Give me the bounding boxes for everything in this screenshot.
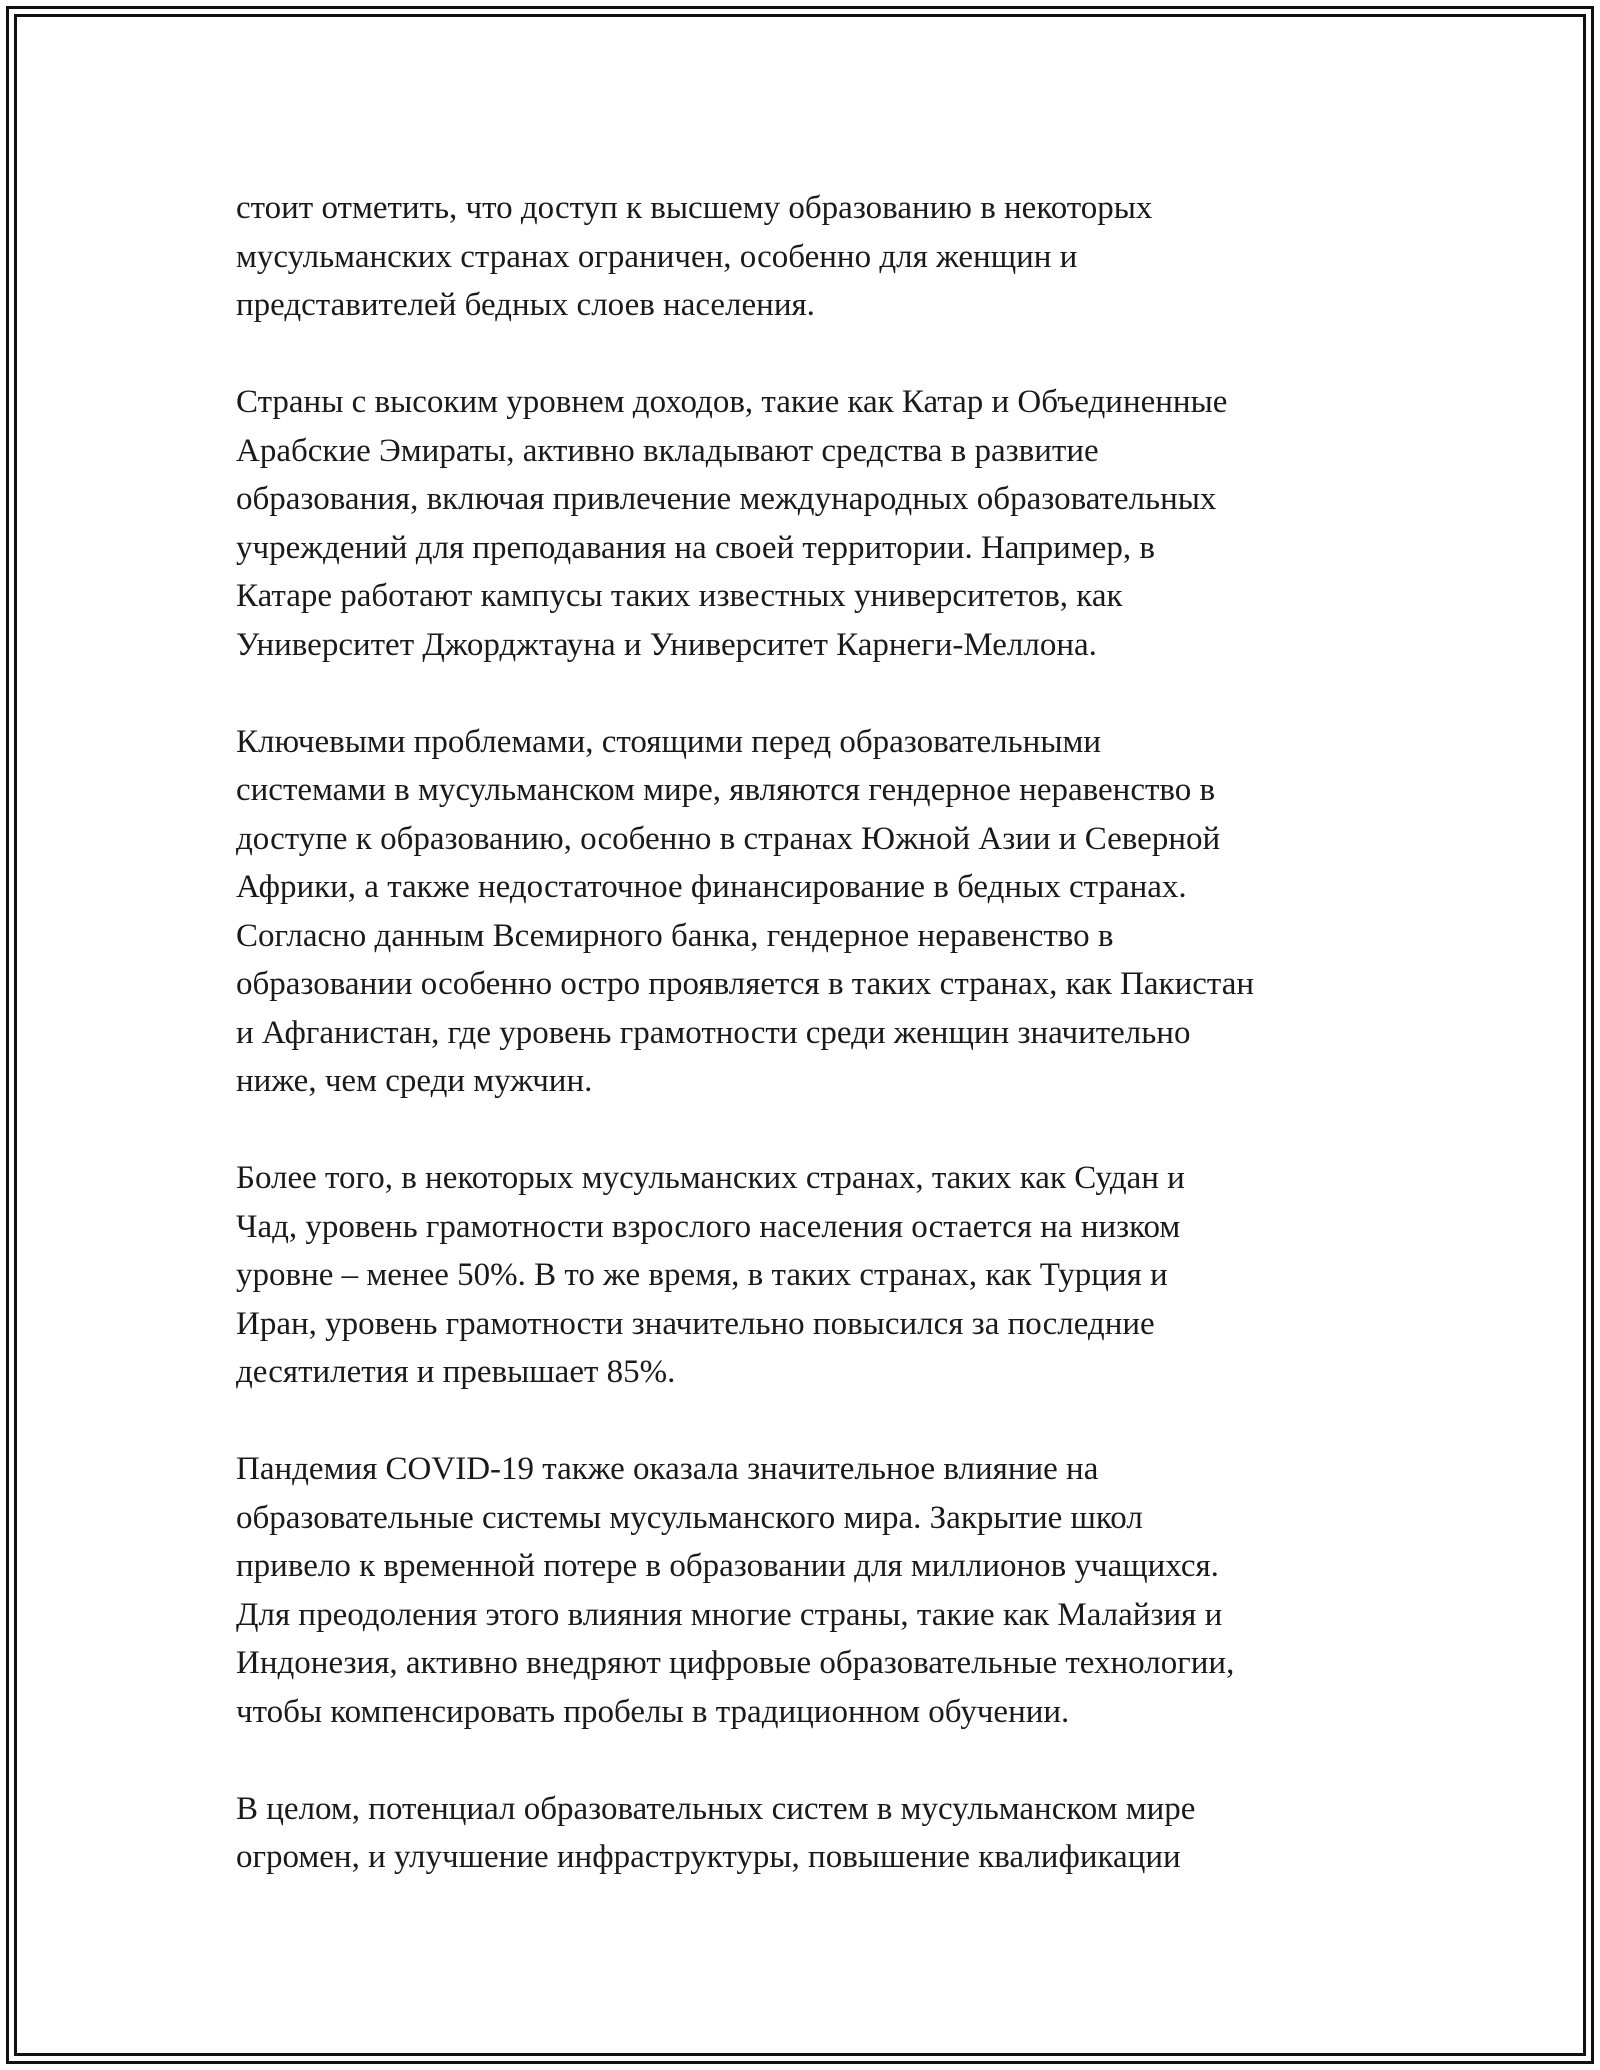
text-line: Арабские Эмираты, активно вкладывают средства в развитие <box>236 432 1099 469</box>
document-body <box>236 184 1408 1930</box>
text-line: мусульманских странах ограничен, особенно для женщин и <box>236 238 1078 275</box>
text-line: Согласно данным Всемирного банка, гендерное неравенство в <box>236 917 1114 954</box>
text-line: Чад, уровень грамотности взрослого населения остается на низком <box>236 1208 1181 1245</box>
text-line: уровне – менее 50%. В то же время, в таких странах, как Турция и <box>236 1257 1168 1293</box>
text-line: Ключевыми проблемами, стоящими перед образовательными <box>236 723 1102 760</box>
paragraph-high-income-countries <box>236 378 1408 669</box>
text-line: стоит отметить, что доступ к высшему образованию в некоторых <box>236 190 1153 226</box>
text-line: десятилетия и превышает 85%. <box>236 1354 676 1390</box>
paragraph-higher-education-access <box>236 184 1408 330</box>
text-line: и Афганистан, где уровень грамотности среди женщин значительно <box>236 1014 1191 1051</box>
text-line: Более того, в некоторых мусульманских странах, таких как Судан и <box>236 1160 1185 1196</box>
text-line: огромен, и улучшение инфраструктуры, повышение квалификации <box>236 1839 1181 1875</box>
paragraph-key-problems <box>236 718 1408 1106</box>
text-line: образования, включая привлечение международных образовательных <box>236 481 1217 517</box>
text-line: Для преодоления этого влияния многие страны, такие как Малайзия и <box>236 1596 1223 1633</box>
text-line: доступе к образованию, особенно в странах Южной Азии и Северной <box>236 820 1221 857</box>
text-line: Университет Джорджтауна и Университет Карнеги-Меллона. <box>236 626 1097 663</box>
text-line: представителей бедных слоев населения. <box>236 287 815 323</box>
text-line: привело к временной потере в образовании для миллионов учащихся. <box>236 1548 1219 1584</box>
paragraph-literacy-rates <box>236 1154 1408 1397</box>
text-line: Страны с высоким уровнем доходов, такие как Катар и Объединенные <box>236 384 1228 420</box>
text-line: образовательные системы мусульманского мира. Закрытие школ <box>236 1499 1143 1536</box>
text-line: чтобы компенсировать пробелы в традиционном обучении. <box>236 1693 1070 1730</box>
text-line: Иран, уровень грамотности значительно повысился за последние <box>236 1305 1155 1342</box>
text-line: ниже, чем среди мужчин. <box>236 1063 593 1099</box>
paragraph-covid-impact <box>236 1445 1408 1736</box>
text-line: системами в мусульманском мире, являются гендерное неравенство в <box>236 772 1216 808</box>
text-line: Катаре работают кампусы таких известных университетов, как <box>236 578 1123 614</box>
text-line: Пандемия COVID-19 также оказала значительное влияние на <box>236 1451 1099 1487</box>
text-line: учреждений для преподавания на своей территории. Например, в <box>236 529 1155 566</box>
text-line: Африки, а также недостаточное финансирование в бедных странах. <box>236 869 1187 905</box>
paragraph-conclusion <box>236 1785 1408 1882</box>
text-line: Индонезия, активно внедряют цифровые образовательные технологии, <box>236 1645 1235 1681</box>
text-line: В целом, потенциал образовательных систем в мусульманском мире <box>236 1790 1196 1827</box>
text-line: образовании особенно остро проявляется в таких странах, как Пакистан <box>236 966 1255 1002</box>
